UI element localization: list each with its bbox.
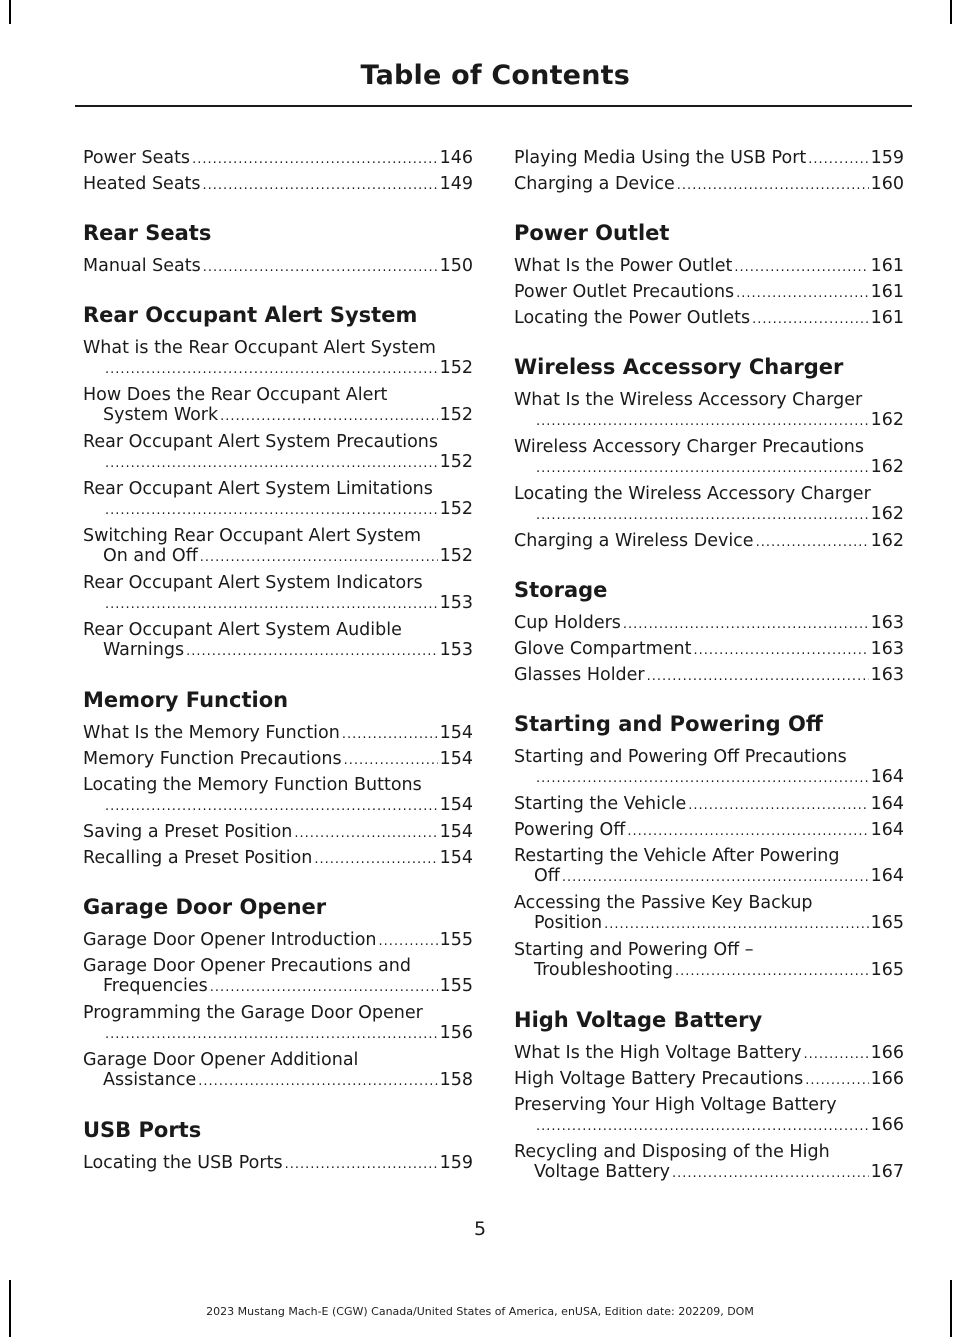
toc-entry[interactable] xyxy=(514,434,904,481)
toc-entry-page: 162 xyxy=(870,504,904,524)
toc-entry-title: Rear Occupant Alert System Precautions xyxy=(83,432,439,452)
toc-entry-page: 155 xyxy=(439,930,473,950)
toc-entry[interactable] xyxy=(514,662,904,688)
toc-entry-title: What Is the Wireless Accessory Charger xyxy=(514,390,863,410)
section-heading: Starting and Powering Off xyxy=(514,712,823,736)
toc-entry-title: Charging a Device xyxy=(514,174,675,194)
toc-entry-title: Locating the Memory Function Buttons xyxy=(83,775,422,795)
toc-entry-page: 159 xyxy=(439,1153,473,1173)
toc-entry-page: 154 xyxy=(439,749,473,769)
section-heading: High Voltage Battery xyxy=(514,1008,763,1032)
leader-dots xyxy=(677,177,869,194)
toc-entry[interactable] xyxy=(83,429,473,476)
toc-entry-page: 152 xyxy=(439,452,473,472)
toc-entry[interactable] xyxy=(83,476,473,523)
toc-entry-title: What Is the Memory Function xyxy=(83,723,340,743)
section-heading: Storage xyxy=(514,578,608,602)
toc-entry[interactable] xyxy=(514,1139,904,1186)
toc-entry-page: 152 xyxy=(439,405,473,425)
toc-entry-title-continued: On and Off xyxy=(103,546,198,566)
leader-dots xyxy=(536,507,869,524)
toc-right-column xyxy=(514,145,904,1186)
toc-entry[interactable] xyxy=(514,171,904,197)
toc-entry-page: 154 xyxy=(439,723,473,743)
toc-entry-title: Wireless Accessory Charger Precautions xyxy=(514,437,864,457)
toc-entry-page: 154 xyxy=(439,822,473,842)
toc-entry-title: Starting and Powering Off Precautions xyxy=(514,747,847,767)
toc-entry[interactable] xyxy=(83,382,473,429)
toc-entry[interactable] xyxy=(83,1150,473,1176)
toc-entry-page: 167 xyxy=(870,1162,904,1182)
toc-entry-title: Switching Rear Occupant Alert System xyxy=(83,526,422,546)
toc-entry-title: Power Outlet Precautions xyxy=(514,282,735,302)
section-heading: Rear Seats xyxy=(83,221,212,245)
toc-entry-page: 161 xyxy=(870,308,904,328)
leader-dots xyxy=(536,770,869,787)
leader-dots xyxy=(285,1156,438,1173)
leader-dots xyxy=(604,916,868,933)
toc-entry-title: Cup Holders xyxy=(514,613,621,633)
toc-entry-title-continued: Frequencies xyxy=(103,976,208,996)
leader-dots xyxy=(536,1118,869,1135)
toc-entry-title: Recycling and Disposing of the High xyxy=(514,1142,830,1162)
leader-dots xyxy=(105,1026,438,1043)
toc-entry-page: 153 xyxy=(439,640,473,660)
toc-entry-page: 161 xyxy=(870,256,904,276)
toc-entry[interactable] xyxy=(83,145,473,171)
toc-entry-title: Accessing the Passive Key Backup xyxy=(514,893,813,913)
toc-entry[interactable] xyxy=(514,528,904,554)
toc-entry[interactable] xyxy=(514,610,904,636)
toc-entry[interactable] xyxy=(83,523,473,570)
toc-entry[interactable] xyxy=(514,1092,904,1139)
toc-entry-page: 166 xyxy=(870,1115,904,1135)
toc-entry-title: High Voltage Battery Precautions xyxy=(514,1069,804,1089)
toc-entry-page: 158 xyxy=(439,1070,473,1090)
toc-entry-title: Powering Off xyxy=(514,820,626,840)
toc-left-column xyxy=(83,145,473,1176)
toc-entry[interactable] xyxy=(514,1040,904,1066)
toc-entry-title: How Does the Rear Occupant Alert xyxy=(83,385,388,405)
toc-entry[interactable] xyxy=(83,617,473,664)
leader-dots xyxy=(192,151,438,168)
toc-entry-title-continued: Warnings xyxy=(103,640,185,660)
toc-entry[interactable] xyxy=(514,890,904,937)
toc-entry-title-continued: Troubleshooting xyxy=(534,960,674,980)
toc-entry[interactable] xyxy=(83,953,473,1000)
toc-entry-page: 163 xyxy=(870,613,904,633)
toc-entry[interactable] xyxy=(83,171,473,197)
toc-entry-page: 150 xyxy=(439,256,473,276)
toc-entry-page: 154 xyxy=(439,795,473,815)
toc-entry-title: What Is the Power Outlet xyxy=(514,256,733,276)
toc-entry-page: 155 xyxy=(439,976,473,996)
toc-entry-title: Locating the Wireless Accessory Charger xyxy=(514,484,871,504)
toc-entry-title: What is the Rear Occupant Alert System xyxy=(83,338,436,358)
leader-dots xyxy=(536,413,869,430)
toc-entry[interactable] xyxy=(83,253,473,279)
leader-dots xyxy=(105,798,438,815)
toc-entry[interactable] xyxy=(83,1047,473,1094)
toc-entry-page: 154 xyxy=(439,848,473,868)
crop-mark-top-right xyxy=(950,0,952,24)
leader-dots xyxy=(675,963,869,980)
toc-entry-title: Memory Function Precautions xyxy=(83,749,342,769)
leader-dots xyxy=(688,797,868,814)
leader-dots xyxy=(805,1072,868,1089)
toc-entry[interactable] xyxy=(514,636,904,662)
toc-entry-title: Saving a Preset Position xyxy=(83,822,293,842)
toc-entry-page: 162 xyxy=(870,410,904,430)
toc-entry[interactable] xyxy=(514,387,904,434)
toc-entry[interactable] xyxy=(83,335,473,382)
leader-dots xyxy=(105,455,438,472)
toc-entry-title-continued: System Work xyxy=(103,405,219,425)
section-heading: Garage Door Opener xyxy=(83,895,327,919)
toc-entry-page: 156 xyxy=(439,1023,473,1043)
leader-dots xyxy=(627,823,868,840)
leader-dots xyxy=(647,668,869,685)
leader-dots xyxy=(734,259,868,276)
toc-entry-page: 163 xyxy=(870,665,904,685)
leader-dots xyxy=(536,460,869,477)
leader-dots xyxy=(105,502,438,519)
toc-entry-page: 163 xyxy=(870,639,904,659)
toc-entry[interactable] xyxy=(514,145,904,171)
leader-dots xyxy=(203,259,438,276)
leader-dots xyxy=(736,285,868,302)
toc-entry-page: 149 xyxy=(439,174,473,194)
toc-entry-page: 166 xyxy=(870,1069,904,1089)
crop-mark-top-left xyxy=(9,0,11,24)
toc-entry[interactable] xyxy=(514,1066,904,1092)
toc-entry-page: 162 xyxy=(870,457,904,477)
leader-dots xyxy=(756,534,869,551)
section-heading: Wireless Accessory Charger xyxy=(514,355,844,379)
toc-entry-page: 152 xyxy=(439,499,473,519)
toc-entry-title: Heated Seats xyxy=(83,174,201,194)
toc-entry-title: Starting and Powering Off – xyxy=(514,940,754,960)
section-heading: Power Outlet xyxy=(514,221,670,245)
toc-entry[interactable] xyxy=(83,570,473,617)
toc-entry-page: 165 xyxy=(870,913,904,933)
toc-entry-title: Glove Compartment xyxy=(514,639,692,659)
toc-entry-page: 164 xyxy=(870,820,904,840)
leader-dots xyxy=(672,1165,869,1182)
toc-entry[interactable] xyxy=(514,791,904,817)
toc-entry[interactable] xyxy=(514,937,904,984)
leader-dots xyxy=(105,596,438,613)
leader-dots xyxy=(210,979,438,996)
toc-entry[interactable] xyxy=(514,305,904,331)
toc-entry-title: Programming the Garage Door Opener xyxy=(83,1003,423,1023)
leader-dots xyxy=(294,825,437,842)
toc-entry[interactable] xyxy=(83,1000,473,1047)
toc-entry[interactable] xyxy=(514,279,904,305)
leader-dots xyxy=(342,726,438,743)
toc-entry-title: Playing Media Using the USB Port xyxy=(514,148,807,168)
toc-entry-title-continued: Off xyxy=(534,866,560,886)
toc-entry-page: 159 xyxy=(870,148,904,168)
leader-dots xyxy=(623,616,869,633)
toc-entry-page: 166 xyxy=(870,1043,904,1063)
toc-entry-title: What Is the High Voltage Battery xyxy=(514,1043,802,1063)
leader-dots xyxy=(344,752,438,769)
toc-entry[interactable] xyxy=(83,746,473,772)
leader-dots xyxy=(200,549,438,566)
toc-entry-page: 164 xyxy=(870,866,904,886)
section-heading: Rear Occupant Alert System xyxy=(83,303,418,327)
toc-entry-title-continued: Assistance xyxy=(103,1070,197,1090)
toc-entry[interactable] xyxy=(83,720,473,746)
page-number: 5 xyxy=(473,1218,487,1240)
toc-entry-page: 165 xyxy=(870,960,904,980)
toc-entry-title: Garage Door Opener Additional xyxy=(83,1050,359,1070)
toc-entry-title: Recalling a Preset Position xyxy=(83,848,313,868)
leader-dots xyxy=(186,643,438,660)
toc-entry-title: Restarting the Vehicle After Powering xyxy=(514,846,840,866)
toc-entry-title: Manual Seats xyxy=(83,256,201,276)
section-heading: Memory Function xyxy=(83,688,289,712)
leader-dots xyxy=(203,177,438,194)
toc-entry[interactable] xyxy=(83,927,473,953)
header-rule xyxy=(75,105,912,107)
toc-entry[interactable] xyxy=(514,481,904,528)
leader-dots xyxy=(314,851,437,868)
toc-entry-page: 164 xyxy=(870,767,904,787)
toc-entry-page: 152 xyxy=(439,358,473,378)
toc-entry-page: 153 xyxy=(439,593,473,613)
leader-dots xyxy=(105,361,438,378)
toc-entry-title: Rear Occupant Alert System Indicators xyxy=(83,573,423,593)
leader-dots xyxy=(220,408,437,425)
toc-entry-page: 161 xyxy=(870,282,904,302)
leader-dots xyxy=(562,869,869,886)
toc-entry-title-continued: Position xyxy=(534,913,603,933)
toc-entry[interactable] xyxy=(514,843,904,890)
toc-entry-page: 160 xyxy=(870,174,904,194)
toc-entry-title: Rear Occupant Alert System Limitations xyxy=(83,479,433,499)
leader-dots xyxy=(752,311,869,328)
leader-dots xyxy=(198,1073,437,1090)
toc-entry[interactable] xyxy=(83,772,473,819)
footer-edition-info: 2023 Mustang Mach-E (CGW) Canada/United States of America, enUSA, Edition date: 202209, DOM xyxy=(206,1305,754,1318)
toc-entry-title: Charging a Wireless Device xyxy=(514,531,754,551)
toc-entry-page: 164 xyxy=(870,794,904,814)
toc-entry[interactable] xyxy=(83,819,473,845)
toc-entry-title: Rear Occupant Alert System Audible xyxy=(83,620,402,640)
toc-entry-title: Power Seats xyxy=(83,148,191,168)
leader-dots xyxy=(808,151,868,168)
toc-entry-title: Preserving Your High Voltage Battery xyxy=(514,1095,837,1115)
toc-entry-title: Starting the Vehicle xyxy=(514,794,687,814)
toc-entry-page: 152 xyxy=(439,546,473,566)
toc-entry-page: 146 xyxy=(439,148,473,168)
section-heading: USB Ports xyxy=(83,1118,202,1142)
leader-dots xyxy=(693,642,868,659)
leader-dots xyxy=(379,933,438,950)
toc-entry-title: Locating the USB Ports xyxy=(83,1153,283,1173)
toc-entry-title: Garage Door Opener Introduction xyxy=(83,930,377,950)
toc-entry[interactable] xyxy=(83,845,473,871)
toc-entry-title: Garage Door Opener Precautions and xyxy=(83,956,411,976)
toc-entry[interactable] xyxy=(514,744,904,791)
toc-entry-title: Locating the Power Outlets xyxy=(514,308,751,328)
leader-dots xyxy=(803,1046,868,1063)
toc-entry-page: 162 xyxy=(870,531,904,551)
toc-entry[interactable] xyxy=(514,817,904,843)
toc-entry[interactable] xyxy=(514,253,904,279)
toc-entry-title-continued: Voltage Battery xyxy=(534,1162,670,1182)
toc-entry-title: Glasses Holder xyxy=(514,665,645,685)
page-title: Table of Contents xyxy=(360,60,630,91)
